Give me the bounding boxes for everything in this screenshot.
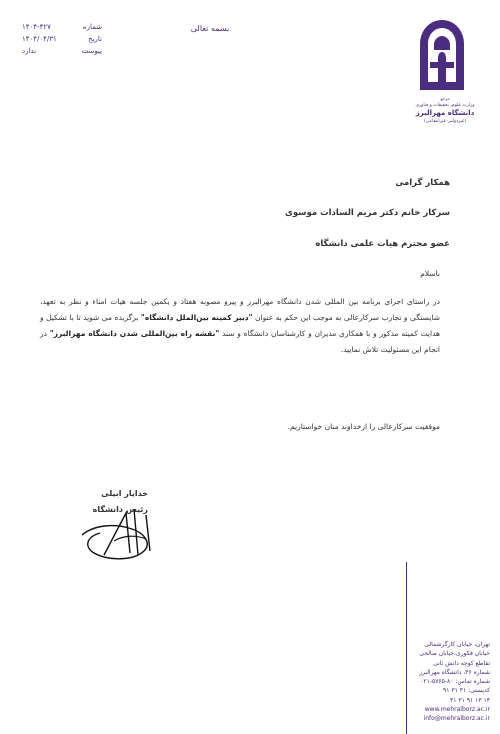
meta-date-row — [22, 33, 102, 45]
contact-block — [410, 640, 490, 724]
paragraph-text-2: برگزیده می شوید تا با تشکیل و هدایت کمیته مذکور و با همکاری مدیران و کارشناسان دانشگاه و سند — [40, 313, 440, 338]
meta-number-value: ۱۴۰۴-۴۲۷ — [22, 23, 51, 31]
address-line-2: خیابان فکوری،خیابان صالحی — [419, 650, 490, 658]
salutation: همکار گرامی — [395, 178, 450, 188]
university-name: دانشگاه مهرالبرز — [415, 109, 475, 117]
institution-block — [410, 96, 480, 125]
meta-attachment-label: پیوست — [81, 47, 102, 55]
meta-number-row — [22, 21, 102, 33]
letter-paragraph — [40, 294, 440, 358]
recipient-name: سرکار خانم دکتر مریم السادات موسوی — [285, 208, 450, 218]
bismillah-heading: بسمه تعالی — [190, 24, 230, 33]
meta-attachment-row — [22, 45, 102, 57]
paragraph-text-3: در انجام این مسئولیت تلاش نمایید. — [40, 329, 440, 354]
recipient-position: عضو محترم هیات علمی دانشگاه — [315, 239, 450, 249]
role-title: "دبیر کمیته بین‌الملل دانشگاه" — [140, 313, 253, 322]
meta-date-label: تاریخ — [88, 35, 102, 43]
greeting: باسلام — [420, 269, 440, 278]
meta-attachment-value: ندارد — [22, 47, 37, 55]
closing-line: موفقیت سرکارعالی را ازخداوند منان خواستاریم. — [287, 422, 440, 431]
address-line-3: تقاطع کوچه دانش ثانی — [433, 659, 490, 667]
roadmap-title: "نقشه راه بین‌المللی شدن دانشگاه مهرالبرز" — [49, 329, 220, 338]
university-logo — [416, 18, 468, 92]
postal-code: کدپستی: ۴۱ ۳۱ ۹۱ — [443, 687, 490, 695]
postal-code-digits: ۱۴ ۱۳ ۹۱ ۳۱ ۴۱ — [450, 696, 490, 704]
ministry-name: وزارت علوم، تحقیقات و فناوری — [415, 103, 475, 108]
letter-meta — [22, 21, 102, 57]
address-line-4: شماره ۳۶، دانشگاه مهرالبرز — [419, 668, 490, 676]
address-line-1: تهران، خیابان کارگرشمالی — [424, 641, 490, 648]
footer-divider — [406, 562, 407, 734]
ministry-top: مرجع — [440, 96, 450, 101]
meta-date-value: ۱۴۰۴/۰۴/۳۱ — [22, 35, 57, 43]
email-link[interactable]: info@mehralborz.ac.ir — [423, 715, 490, 723]
paragraph-text-1: در راستای اجرای برنامه بین المللی شدن دانشگاه مهرالبرز و پیرو مصوبه هفتاد و یکمین جلسه هیات امناء و نظر به تعهد، شایستگی و تجارب سرکارعالی به موجب این حکم به عنوان — [40, 297, 440, 322]
phone: شماره تماس: ۸۰-۵۷۶۵-۰۲۱ — [420, 678, 490, 686]
meta-number-label: شماره — [82, 23, 102, 31]
handwritten-signature — [74, 495, 164, 565]
signer-name: خدایار ابیلی — [101, 489, 148, 498]
website-link[interactable]: www.mehralborz.ac.ir — [424, 706, 490, 714]
university-type: (غیردولتی-غیرانتفاعی) — [423, 119, 467, 124]
signer-title: رئیس دانشگاه — [92, 505, 148, 514]
